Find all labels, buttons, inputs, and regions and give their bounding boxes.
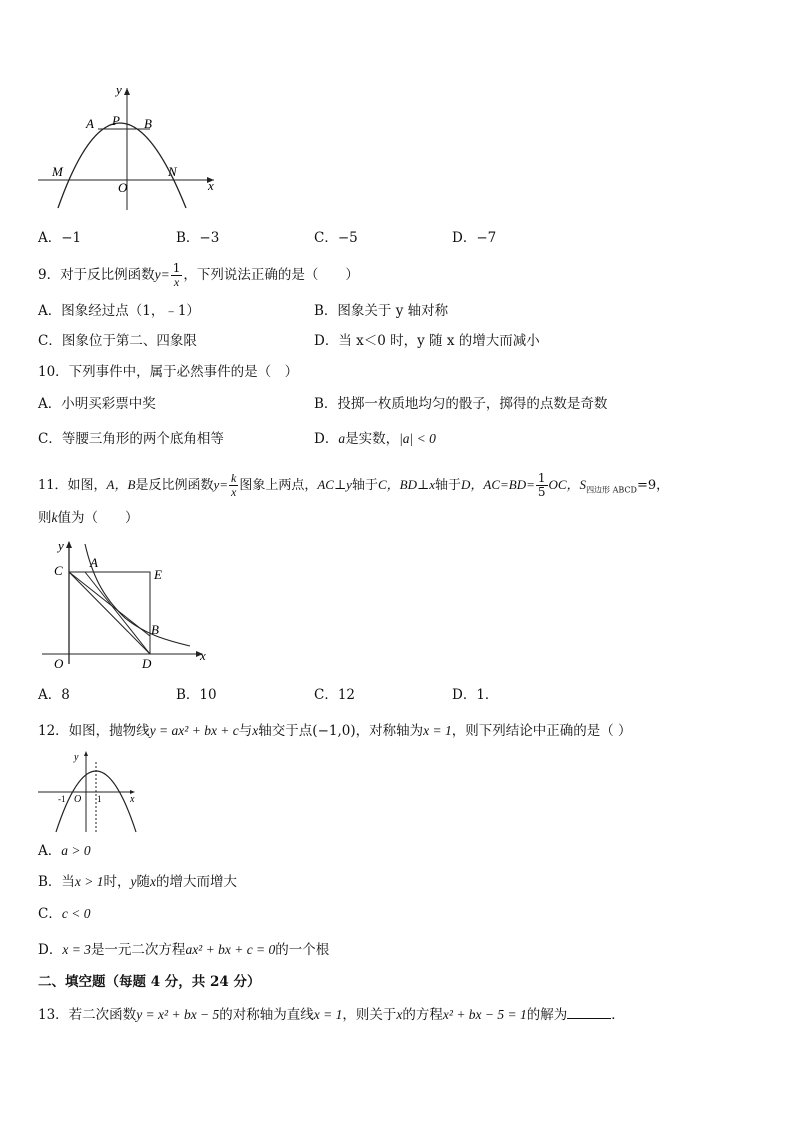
q11-text-d: AC⊥y	[317, 477, 352, 492]
q9-func-y: y=	[154, 267, 170, 282]
q8-option-d[interactable]: D．−7	[452, 230, 497, 246]
q10-option-d-mid: 是实数，	[345, 431, 400, 447]
q13-stem	[38, 1004, 625, 1025]
q12-opt-b-y: y	[130, 874, 137, 889]
q11-fraction	[229, 472, 238, 499]
q12-opt-b-end: 的增大而增大	[156, 874, 238, 890]
q11-text-c: 图象上两点，	[239, 478, 318, 493]
label-x: x	[200, 648, 206, 663]
parabola-curve	[58, 123, 186, 208]
q8-parabola-figure	[30, 80, 230, 215]
label-o: O	[54, 656, 64, 671]
q9-stem	[38, 262, 359, 289]
q9-stem-text-b: ，下列说法正确的是（ ）	[183, 267, 359, 283]
q13-text-x: x	[396, 1007, 403, 1022]
q12-opt-a-prefix: A．	[38, 843, 62, 859]
q12-text-e: ，则下列结论中正确的是（ ）	[451, 723, 632, 739]
q10-option-d-prefix: D．	[314, 431, 339, 447]
q11-text-a: 11．如图，	[38, 478, 107, 493]
label-o: O	[118, 180, 128, 195]
q11-text-sub: 四边形 ABCD	[586, 485, 637, 495]
q11-text-h: D，AC=BD=	[460, 477, 535, 492]
q12-opt-c-prefix: C．	[38, 906, 62, 922]
q13-equation2: x² + bx − 5 = 1	[442, 1007, 527, 1022]
q13-text-e: 的解为	[526, 1007, 568, 1023]
hyperbola-curve	[85, 544, 190, 646]
q12-opt-b-expr: x > 1	[74, 874, 104, 889]
q8-option-c[interactable]: C．−5	[314, 230, 358, 246]
q11-stem-line1	[38, 472, 669, 501]
segment-ad	[85, 572, 150, 654]
q11-text-ab: A，B	[106, 477, 136, 492]
q12-text-a: 12．如图，抛物线	[38, 723, 150, 739]
q11-option-c[interactable]: C．12	[314, 687, 356, 703]
q12-point: (−1,0)	[312, 723, 356, 739]
q9-frac-den: x	[173, 275, 180, 289]
y-axis-arrow-icon	[124, 88, 130, 95]
q11-option-a[interactable]: A．8	[38, 687, 70, 703]
segment-cb	[69, 572, 150, 636]
q9-option-c[interactable]: C．图象位于第二、四象限	[38, 333, 197, 349]
q12-text-x: x	[252, 723, 259, 738]
q12-opt-d-end: 的一个根	[275, 942, 330, 958]
q9-option-d[interactable]: D．当 x＜0 时，y 随 x 的增大而减小	[314, 333, 540, 349]
label-one: 1	[97, 794, 102, 804]
q12-option-a[interactable]	[38, 841, 91, 861]
q11-frac2-den: 5	[537, 485, 546, 499]
q12-opt-d-prefix: D．	[38, 942, 63, 958]
section-title: 二、填空题（每题 4 分，共 24 分）	[38, 974, 261, 990]
q9-frac-num: 1	[172, 261, 181, 275]
q11-text-j: =9，	[636, 478, 670, 493]
q12-option-b[interactable]	[38, 872, 237, 892]
label-n: N	[168, 164, 177, 179]
q12-text-c: 轴交于点	[258, 723, 313, 739]
q12-option-d[interactable]	[38, 940, 329, 960]
q11-text-e: 轴于	[351, 478, 378, 493]
q13-equation: y = x² + bx − 5	[136, 1007, 220, 1022]
label-x: x	[208, 178, 214, 193]
q10-option-a[interactable]: A．小明买彩票中奖	[38, 396, 156, 412]
q11-text-b: 是反比例函数	[135, 478, 214, 493]
q12-opt-b-mid: 时，	[103, 874, 131, 890]
q12-text-d: ，对称轴为	[355, 723, 424, 739]
q10-option-d[interactable]	[314, 429, 436, 449]
y-axis-arrow-icon	[84, 751, 88, 756]
q12-option-c[interactable]	[38, 904, 90, 924]
q11-line2-b: 值为（ ）	[57, 510, 139, 526]
label-m: M	[52, 164, 63, 179]
q10-option-b[interactable]: B．投掷一枚质地均匀的骰子，掷得的点数是奇数	[314, 396, 608, 412]
q13-text-b: 的对称轴为直线	[219, 1007, 314, 1023]
label-c: C	[54, 563, 63, 578]
label-y: y	[116, 82, 122, 97]
q13-axis: x = 1	[313, 1007, 343, 1022]
q11-text-g: 轴于	[434, 478, 461, 493]
q11-text-i: OC，S	[548, 477, 587, 492]
segment-cd	[69, 572, 150, 654]
q12-figure	[34, 748, 144, 834]
q10-option-d-expr: |a| < 0	[399, 431, 436, 446]
label-a: A	[86, 116, 94, 131]
label-e: E	[154, 567, 162, 582]
q9-option-a[interactable]: A．图象经过点（1，﹣1）	[38, 303, 200, 319]
q10-option-d-var: a	[338, 431, 346, 446]
q11-figure	[40, 536, 220, 672]
q11-text-f: C，BD⊥x	[377, 477, 435, 492]
label-d: D	[142, 656, 152, 671]
q10-option-c[interactable]: C．等腰三角形的两个底角相等	[38, 431, 224, 447]
q12-opt-d-expr1: x = 3	[62, 942, 91, 957]
label-b: B	[151, 622, 159, 637]
q11-frac2-num: 1	[537, 471, 546, 485]
q12-equation: y = ax² + bx + c	[149, 723, 239, 738]
q12-opt-b-mid2: 随	[136, 874, 151, 890]
q11-option-b[interactable]: B．10	[176, 687, 217, 703]
q11-frac-den: x	[231, 485, 237, 499]
label-y: y	[58, 538, 64, 553]
q12-opt-d-expr2: ax² + bx + c = 0	[185, 942, 276, 957]
q11-func-y: y=	[213, 477, 228, 492]
q13-text-end: ．	[611, 1007, 625, 1023]
label-minus-one: -1	[58, 794, 66, 804]
q13-text-a: 13．若二次函数	[38, 1007, 137, 1023]
q8-option-a[interactable]: A．−1	[38, 230, 82, 246]
q13-answer-blank[interactable]	[567, 1004, 611, 1019]
q9-stem-text-a: 9．对于反比例函数	[38, 267, 155, 283]
q12-opt-a-expr: a > 0	[61, 843, 91, 858]
q11-line2-k: k	[51, 510, 58, 525]
q13-text-d: 的方程	[402, 1007, 443, 1023]
q8-option-b[interactable]: B．−3	[176, 230, 220, 246]
q12-axis: x = 1	[423, 723, 452, 738]
label-b: B	[144, 116, 152, 131]
q12-opt-b-prefix: B．当	[38, 874, 75, 890]
q12-opt-d-mid: 是一元二次方程	[90, 942, 186, 958]
q12-stem	[38, 721, 632, 741]
label-y: y	[74, 752, 79, 763]
q9-fraction	[171, 262, 183, 289]
q11-stem-line2	[38, 508, 139, 528]
q9-option-b[interactable]: B．图象关于 y 轴对称	[314, 303, 449, 319]
label-a: A	[90, 555, 98, 570]
label-x: x	[130, 794, 135, 805]
q11-option-d[interactable]: D．1．	[452, 687, 499, 703]
q12-opt-c-expr: c < 0	[61, 906, 91, 921]
q11-line2-a: 则	[38, 510, 52, 526]
label-o: O	[74, 794, 82, 805]
q12-opt-b-x: x	[150, 874, 157, 889]
label-p: P	[112, 113, 120, 128]
y-axis-arrow-icon	[66, 541, 72, 548]
q11-fraction2	[536, 472, 548, 499]
q10-stem: 10．下列事件中，属于必然事件的是（ ）	[38, 364, 299, 380]
q11-frac-num: k	[231, 471, 237, 485]
q13-text-c: ，则关于	[342, 1007, 397, 1023]
q12-text-b: 与	[238, 723, 253, 739]
